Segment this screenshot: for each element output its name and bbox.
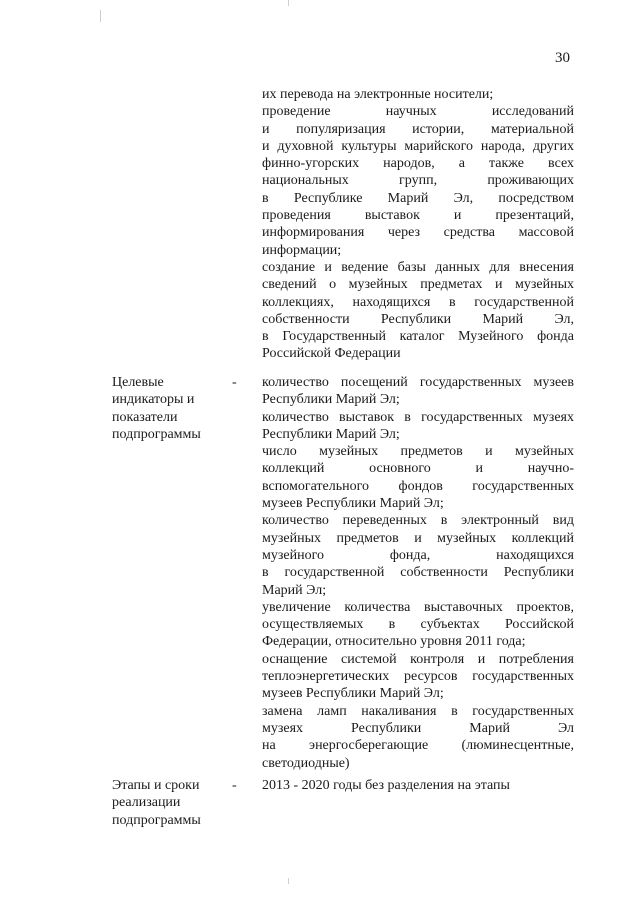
text-line: оснащение системой контроля и потребления <box>262 651 574 667</box>
text-line: информации; <box>262 242 342 258</box>
text-line: Российской Федерации <box>262 346 401 362</box>
text-line: увеличение количества выставочных проектов, <box>262 599 574 615</box>
target-indicators-text <box>262 374 574 772</box>
text-line: создание и ведение базы данных для внесения <box>262 259 574 275</box>
text-line: количество переведенных в электронный вид <box>262 513 574 529</box>
section-dash-target-indicators: - <box>232 375 237 390</box>
scan-artifact-bottom <box>288 878 289 884</box>
section-label-line: Этапы и сроки <box>112 778 200 793</box>
text-line: коллекциях, находящихся в государственной <box>262 294 574 310</box>
text-line: в Государственный каталог Музейного фонда <box>262 329 574 345</box>
text-line: и популяризация истории, материальной <box>262 121 574 137</box>
text-line: музеев Республики Марий Эл; <box>262 686 444 702</box>
text-line: музеев Республики Марий Эл; <box>262 496 444 512</box>
text-line: их перевода на электронные носители; <box>262 87 494 102</box>
text-line: проведения выставок и презентаций, <box>262 208 574 224</box>
text-line: в государственной собственности Республики <box>262 565 574 581</box>
text-line: число музейных предметов и музейных <box>262 444 574 460</box>
text-line: музейных предметов и музейных коллекций <box>262 530 574 546</box>
text-line: Федерации, относительно уровня 2011 года; <box>262 634 526 650</box>
text-line: вспомогательного фондов государственных <box>262 478 574 494</box>
section-label-line: Целевые <box>112 375 164 390</box>
text-line: Республики Марий Эл; <box>262 392 400 408</box>
section-label-target-indicators <box>112 374 201 443</box>
text-line: теплоэнергетических ресурсов государственных <box>262 669 574 685</box>
text-line: финно-угорских народов, а также всех <box>262 156 574 172</box>
section-label-line: подпрограммы <box>112 426 201 442</box>
section-label-line: реализации <box>112 795 181 811</box>
text-line: собственности Республики Марий Эл, <box>262 311 574 327</box>
text-line: коллекций основного и научно- <box>262 461 574 477</box>
text-line: осуществляемых в субъектах Российской <box>262 617 574 633</box>
text-line: музейного фонда, находящихся <box>262 547 574 563</box>
section-label-stages-and-terms <box>112 777 201 829</box>
text-line: информирования через средства массовой <box>262 225 574 241</box>
section-dash-stages-and-terms: - <box>232 778 237 793</box>
scan-artifact-left <box>100 10 101 22</box>
text-line: сведений о музейных предметах и музейных <box>262 277 574 293</box>
text-line: количество посещений государственных музеев <box>262 375 574 390</box>
text-line: проведение научных исследований <box>262 104 574 120</box>
section-label-line: показатели <box>112 409 178 425</box>
continued-activities-text <box>262 86 574 363</box>
text-line: замена ламп накаливания в государственных <box>262 703 574 719</box>
section-label-line: подпрограммы <box>112 812 201 828</box>
text-line: и духовной культуры марийского народа, других <box>262 138 574 154</box>
text-line: национальных групп, проживающих <box>262 173 574 189</box>
text-line: 2013 - 2020 годы без разделения на этапы <box>262 778 510 793</box>
text-line: количество выставок в государственных музеях <box>262 409 574 425</box>
page-number: 30 <box>555 50 570 66</box>
text-line: в Республике Марий Эл, посредством <box>262 190 574 206</box>
text-line: на энергосберегающие (люминесцентные, <box>262 738 574 754</box>
text-line: Марий Эл; <box>262 582 327 598</box>
text-line: Республики Марий Эл; <box>262 426 400 442</box>
text-line: музеях Республики Марий Эл <box>262 720 574 736</box>
section-label-line: индикаторы и <box>112 392 195 408</box>
text-line: светодиодные) <box>262 755 350 771</box>
scan-artifact-top <box>288 0 289 6</box>
stages-and-terms-text <box>262 777 574 794</box>
